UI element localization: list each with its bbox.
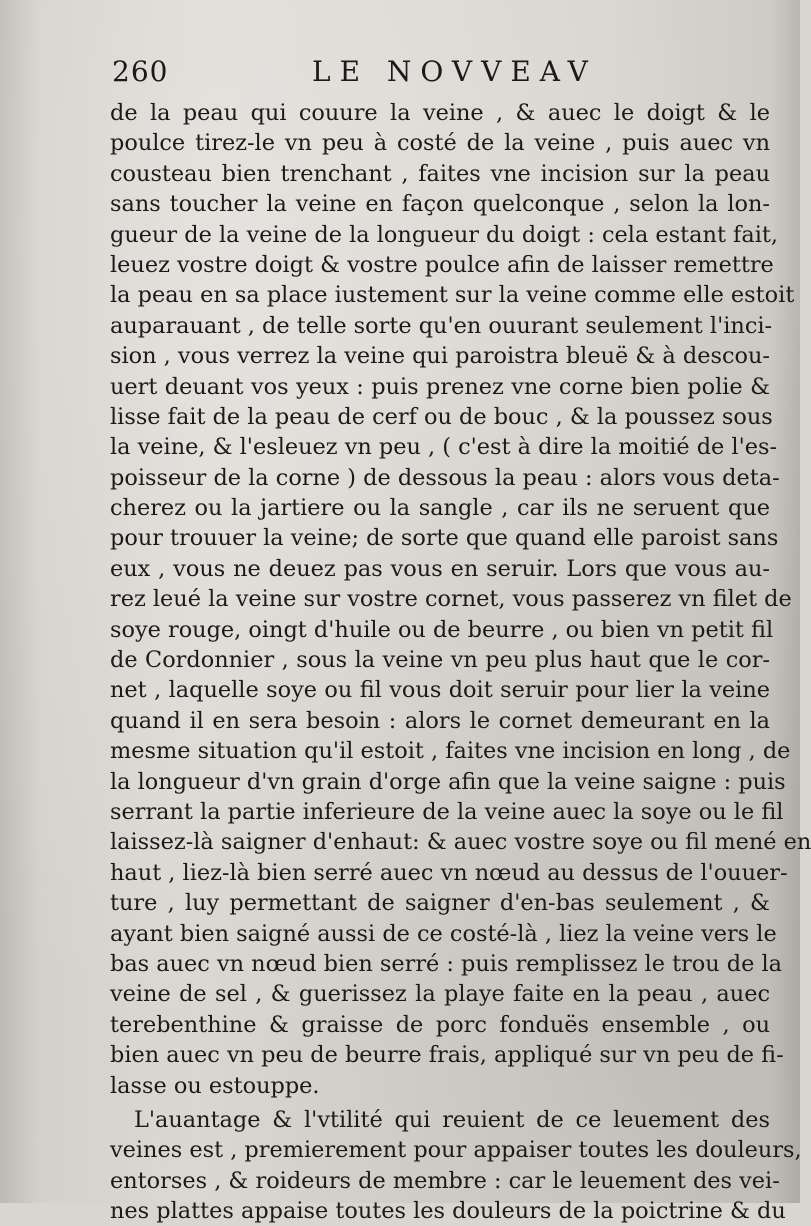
text-line: sion , vous verrez la veine qui paroistra bleuë & à descou- xyxy=(110,343,770,370)
text-line: laissez-là saigner d'enhaut: & auec vostre soye ou fil mené en xyxy=(110,829,811,856)
text-line: de la peau qui couure la veine , & auec le doigt & le xyxy=(110,100,770,126)
text-line: pour trouuer la veine; de sorte que quand elle paroist sans xyxy=(110,525,779,552)
page-header xyxy=(112,52,752,92)
text-line: ture , luy permettant de saigner d'en-bas seulement , & xyxy=(110,890,770,917)
text-line: uert deuant vos yeux : puis prenez vne corne bien polie & xyxy=(110,373,770,400)
text-line: veines est , premierement pour appaiser toutes les douleurs, xyxy=(110,1137,802,1164)
text-line: nes plattes appaise toutes les douleurs de la poictrine & du xyxy=(110,1198,786,1225)
text-line: la veine, & l'esleuez vn peu , ( c'est à dire la moitié de l'es- xyxy=(110,434,778,461)
text-line: mesme situation qu'il estoit , faites vne incision en long , de xyxy=(110,738,791,765)
text-line: veine de sel , & guerissez la playe faite en la peau , auec xyxy=(110,981,770,1008)
text-line: poisseur de la corne ) de dessous la peau : alors vous deta- xyxy=(110,464,780,491)
text-line: rez leué la veine sur vostre cornet, vous passerez vn filet de xyxy=(110,586,792,613)
text-line: leuez vostre doigt & vostre poulce afin de laisser remettre xyxy=(110,251,774,278)
text-line: haut , liez-là bien serré auec vn nœud au dessus de l'ouuer- xyxy=(110,859,788,886)
text-line: cousteau bien trenchant , faites vne incision sur la peau xyxy=(110,160,770,187)
text-line: la peau en sa place iustement sur la veine comme elle estoit xyxy=(110,282,795,309)
page-number: 260 xyxy=(112,55,169,88)
text-line: net , laquelle soye ou fil vous doit seruir pour lier la veine xyxy=(110,677,770,704)
text-line: sans toucher la veine en façon quelconque , selon la lon- xyxy=(110,191,770,218)
text-line: bas auec vn nœud bien serré : puis remplissez le trou de la xyxy=(110,950,783,977)
text-line: poulce tirez-le vn peu à costé de la veine , puis auec vn xyxy=(110,130,770,157)
text-line: eux , vous ne deuez pas vous en seruir. Lors que vous au- xyxy=(110,555,770,582)
text-line: serrant la partie inferieure de la veine auec la soye ou le fil xyxy=(110,798,784,825)
text-line: entorses , & roideurs de membre : car le leuement des vei- xyxy=(110,1167,780,1194)
text-line: de Cordonnier , sous la veine vn peu plus haut que le cor- xyxy=(110,647,770,674)
text-line: la longueur d'vn grain d'orge afin que la veine saigne : puis xyxy=(110,768,786,795)
text-line: lisse fait de la peau de cerf ou de bouc , & la poussez sous xyxy=(110,403,773,430)
text-line: lasse ou estouppe. xyxy=(110,1072,320,1099)
text-line: bien auec vn peu de beurre frais, appliqué sur vn peu de fi- xyxy=(110,1042,784,1069)
text-line: quand il en sera besoin : alors le cornet demeurant en la xyxy=(110,707,770,734)
text-line: cherez ou la jartiere ou la sangle , car ils ne seruent que xyxy=(110,495,770,522)
text-line: auparauant , de telle sorte qu'en ouurant seulement l'inci- xyxy=(110,312,773,339)
running-head: LE NOVVEAV xyxy=(312,55,597,88)
text-line: soye rouge, oingt d'huile ou de beurre , ou bien vn petit fil xyxy=(110,616,774,643)
text-line: ayant bien saigné aussi de ce costé-là , liez la veine vers le xyxy=(110,920,777,947)
body-text xyxy=(110,98,811,1225)
text-line: gueur de la veine de la longueur du doigt : cela estant fait, xyxy=(110,221,778,248)
paragraph-start-line: L'auantage & l'vtilité qui reuient de ce leuement des xyxy=(134,1106,770,1133)
text-line: terebenthine & graisse de porc fonduës ensemble , ou xyxy=(110,1011,770,1038)
